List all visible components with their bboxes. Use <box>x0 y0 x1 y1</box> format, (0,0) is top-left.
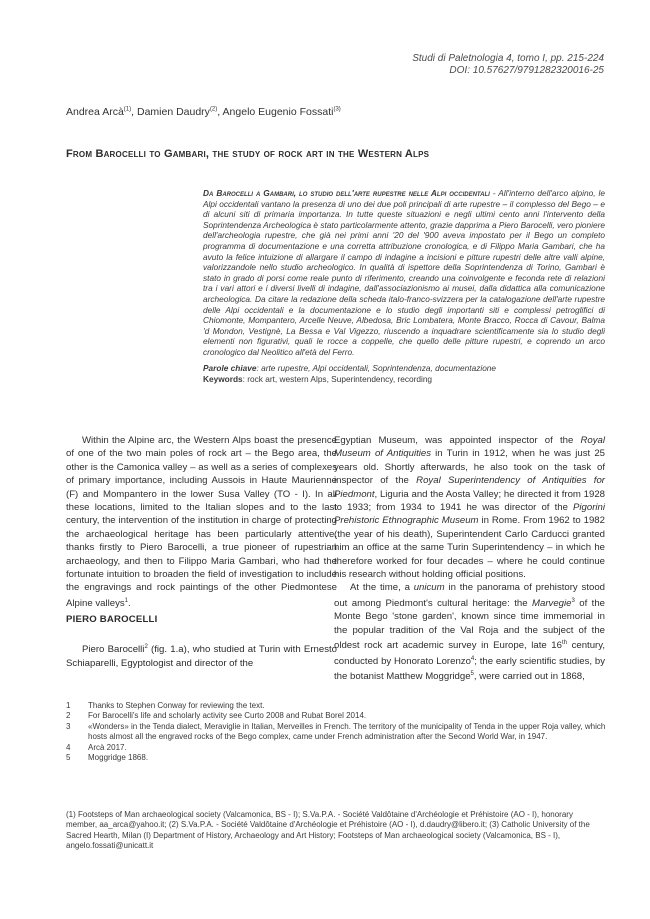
text-run: in Rome. From 1962 to 1982 (the year of his death), Superintendent Carlo Carducci granted him an office at the same Turin Superintendency – in which he therefore worked for four decades – where he could continue his research without holding official positions. <box>334 515 605 581</box>
parole-text: : arte rupestre, Alpi occidentali, Soprintendenza, documentazione <box>256 362 497 373</box>
footnote-text: Thanks to Stephen Conway for reviewing the text. <box>88 701 265 710</box>
footnote <box>66 711 606 721</box>
journal-line: Studi di Paletnologia 4, tomo I, pp. 215-224 <box>412 53 604 64</box>
unicum-paragraph <box>334 581 605 684</box>
footnotes <box>66 701 606 763</box>
author-mark: (1) <box>123 106 132 113</box>
author-name: Damien Daudry <box>136 106 210 118</box>
footnote-ref: 4 <box>470 655 475 662</box>
continued-paragraph <box>334 434 605 581</box>
footnote-ref: 3 <box>571 597 575 604</box>
italic-run: Marvegie <box>532 598 572 610</box>
footnote-text: For Barocelli's life and scholarly activity see Curto 2008 and Rubat Borel 2014. <box>88 711 367 721</box>
footnote-number: 4 <box>66 742 71 752</box>
footnote <box>66 701 606 711</box>
abstract-body: All'interno dell'arco alpino, le Alpi occidentali vantano la presenza di uno dei due poli principali di arte rupestre – il complesso del Bego – e di alcuni siti di primaria importanza. In tutte queste situazioni e negli ultimi cento anni l'intervento della Soprintendenza Archeologica è stato particolarmente attento, grazie dapprima a Piero Barocelli, vero pioniere dell'archeologia rupestre, che già nei primi anni '20 del '900 aveva impostato per il Bego un completo programma di documentazione e una corretta attribuzione cronologica, e di Filippo Maria Gambari, che ha avuto la felice intuizione di allargare il campo di indagine a incisioni e pitture rupestri delle altre valli alpine, valorizzandole nello studio archeologico. In qualità di ispettore della Soprintendenza di Torino, Gambari è stato in grado di porsi come reale punto di riferimento, creando una coinvolgente e feconda rete di relazioni tra i vari attori e i diversi livelli di indagine, dall'associazionismo ai musei, dalla didattica alla comunicazione archeologica. Da citare la redazione della scheda italo-franco-svizzera per la catalogazione dell'arte rupestre delle Alpi occidentali e la documentazione e lo studio degli importanti siti e complessi petroglifici di Chiomonte, Mompantero, Arcelle Neuve, Albedosa, Bric Lombatera, Monte Bracco, Rocca di Cavour, Balma 'd Mondon, Vestignè, La Bessa e Val Vigezzo, riuscendo a inquadrare scientificamente sia lo studio degli elementi non figurativi, quali le rocce a coppelle, che quello delle pitture rupestri, e coprendo un arco cronologico dal Neolitico all'età del Ferro. <box>203 188 605 357</box>
parole-label: Parole chiave <box>203 362 257 373</box>
text-run: Piero Barocelli <box>82 644 145 656</box>
text-run: century, conducted by Honorato Lorenzo <box>334 640 605 668</box>
author-separator: , <box>131 106 137 118</box>
text-run: , Liguria and the Aosta Valley; he directed it from 1928 to 1933; from 1934 to 1941 he was director of the <box>334 488 605 514</box>
abstract-block <box>203 188 605 385</box>
running-header <box>412 53 604 77</box>
keywords-line <box>203 374 605 385</box>
barocelli-paragraph <box>66 641 337 670</box>
footnote-number: 5 <box>66 753 71 763</box>
text-run: in the panorama of prehistory stood out among Piedmont's cultural heritage: the <box>334 582 605 610</box>
footnote-text: Moggridge 1868. <box>88 753 149 763</box>
abstract-dash: - <box>489 188 499 198</box>
footnote-number: 1 <box>66 701 71 710</box>
author-name: Andrea Arcà <box>66 106 124 118</box>
footnote <box>66 722 606 743</box>
text-run: ; the early scientific studies, by the botanist Matthew Moggridge <box>334 656 605 683</box>
author-separator: , <box>217 106 223 118</box>
section-heading: PIERO BAROCELLI <box>66 614 158 625</box>
italic-run: Pigorini Prehistoric Ethnographic Museum <box>334 502 605 527</box>
footnote-ref: 1 <box>124 597 129 604</box>
footnote-ref: 2 <box>144 644 148 650</box>
text-run: Egyptian Museum, was appointed inspector of the <box>334 435 581 446</box>
footnote-text: «Wonders» in the Tenda dialect, Meraviglie in Italian, Merveilles in French. The territory of the municipality of Tenda in the upper Roja valley, which hosts almost all the engraved rocks of the Bego complex, came under French administration after the Second World War, in 1947. <box>88 721 606 742</box>
italic-run: Royal Museum of Antiquities <box>334 435 605 460</box>
text-run: in Turin in 1912, when he was just 25 years old. Shortly afterwards, he also took on the task of inspector of the <box>334 448 605 487</box>
keywords-text: : rock art, western Alps, Superintendency, recording <box>242 374 433 385</box>
footnote-text: Arcà 2017. <box>88 742 127 752</box>
abstract-paragraph <box>203 188 605 358</box>
italic-run: unicum <box>413 582 445 594</box>
footnote <box>66 753 606 763</box>
ordinal-suffix: th <box>561 640 567 647</box>
author-name: Angelo Eugenio Fossati <box>222 106 334 118</box>
parole-chiave-line <box>203 363 605 374</box>
abstract-lead: Da Barocelli a Gambari, lo studio dell'arte rupestre nelle Alpi occidentali <box>203 188 490 198</box>
footnote <box>66 743 606 753</box>
text-run: (fig. 1.a), who studied at Turin with Ernesto Schiaparelli, Egyptologist and director of the <box>66 644 337 669</box>
left-column-intro <box>66 434 337 610</box>
italic-run: Royal Superintendency of Antiquities for Piedmont <box>334 475 605 500</box>
doi-line: DOI: 10.57627/9791282320016-25 <box>449 65 604 76</box>
footnote-number: 3 <box>66 721 71 731</box>
left-column-section <box>66 641 337 670</box>
author-line <box>66 106 341 118</box>
text-run: At the time, a <box>350 582 414 594</box>
intro-text: Within the Alpine arc, the Western Alps boast the presence of one of the two main poles of rock art – the Bego area, the other is the Camonica valley – as well as a series of complexes of primary importance, including Aussois in Haute Maurienne (F) and Mompantero in the lower Susa Valley (TO - I). In all these locations, limited to the Italian slopes and to the last century, the intervention of the institution in charge of protecting the archaeological heritage has been particularly attentive, thanks firstly to Piero Barocelli, a true pioneer of rupestrian archaeology, and then to Filippo Maria Gambari, who had the fortunate intuition to broaden the field of investigation to include the engravings and rock paintings of the other Piedmontese Alpine valleys <box>66 435 337 610</box>
right-column <box>334 434 605 684</box>
footnote-ref: 5 <box>470 671 474 678</box>
text-run: of the Monte Bego 'stone garden', known since time immemorial in the popular tradition of the Val Roja and the subject of the oldest rock art academic survey in Europe, late 16 <box>334 598 606 652</box>
footnote-number: 2 <box>66 711 71 721</box>
author-mark: (3) <box>333 106 341 113</box>
text-run: , were carried out in 1868, <box>473 671 585 683</box>
author-mark: (2) <box>209 106 218 113</box>
intro-paragraph: Within the Alpine arc, the Western Alps boast the presence of one of the two main poles of rock art – the Bego area, the other is the Camonica valley – as well as a series of complexes of primary importance, including Aussois in Haute Maurienne (F) and Mompantero in the lower Susa Valley (TO - I). In all these locations, limited to the Italian slopes and to the last century, the intervention of the institution in charge of protecting the archaeological heritage has been particularly attentive, thanks firstly to Piero Barocelli, a true pioneer of rupestrian archaeology, and then to Filippo Maria Gambari, who had the fortunate intuition to broaden the field of investigation to include the engravings and rock paintings of the other Piedmontese Alpine valleys$^1$. <box>66 435 337 610</box>
article-title: From Barocelli to Gambari, the study of rock art in the Western Alps <box>66 148 430 160</box>
author-affiliations: (1) Footsteps of Man archaeological society (Valcamonica, BS - I); S.Va.P.A. - Société Valdôtaine d'Archéologie et Préhistoire (AO - I), honorary member, aa_arca@yahoo.it; (2) S.Va.P.A. - Société Valdôtaine d'Archéologie et Préhistoire (AO - I), d.daudry@libero.it; (3) Catholic University of the Sacred Hearth, Milan (I) Department of History, Archaeology and Art History; Footsteps of Man archaeological society (Valcamonica, BS - I), angelo.fossati@unicatt.it <box>66 810 590 851</box>
keywords-label: Keywords <box>203 374 243 385</box>
